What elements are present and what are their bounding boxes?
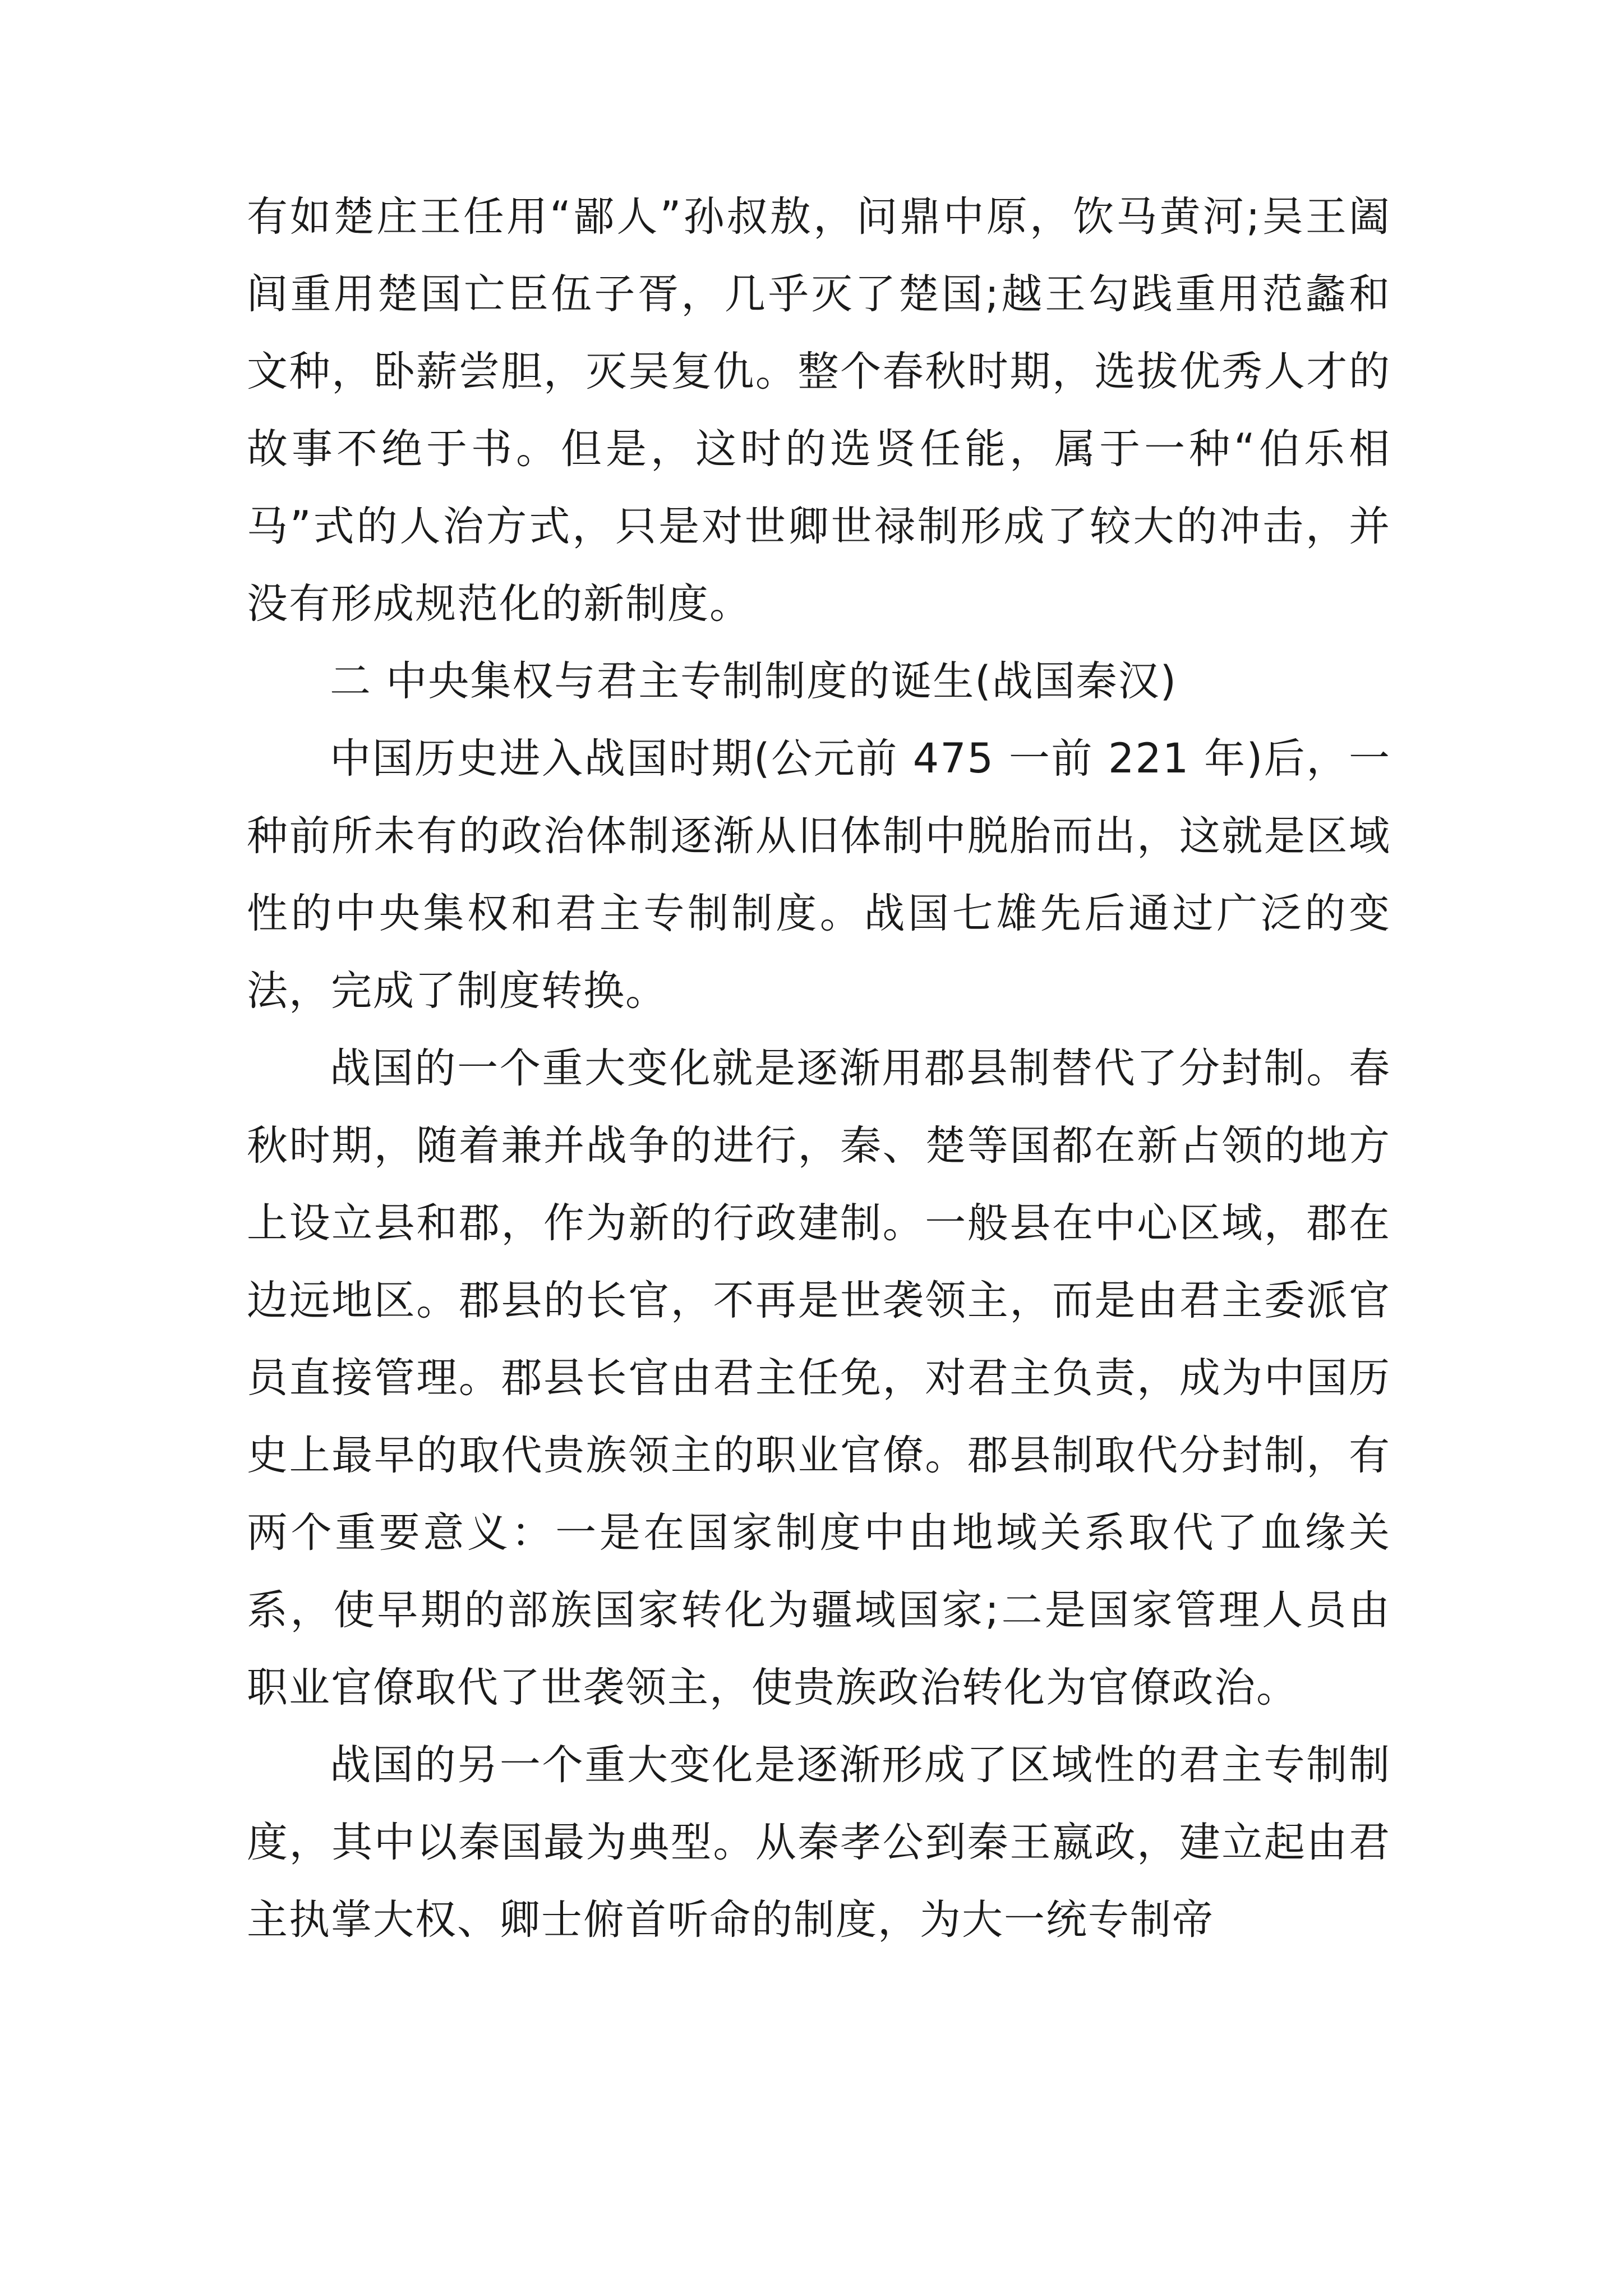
section-heading: 二 中央集权与君主专制制度的诞生(战国秦汉) [330, 657, 1178, 705]
paragraph-spring-autumn-talent: 有如楚庄王任用“鄙人”孙叔敖，问鼎中原，饮马黄河;吴王阖闾重用楚国亡臣伍子胥，几乎灭了楚国;越王勾践重用范蠡和文种，卧薪尝胆，灭吴复仇。整个春秋时期，选拔优秀人才的故事不绝于书。但是，这时的选贤任能，属于一种“伯乐相马”式的人治方式，只是对世卿世禄制形成了较大的冲击，并没有形成规范化的新制度。 [247, 193, 1391, 628]
paragraph-warring-states-intro: 中国历史进入战国时期(公元前 475 一前 221 年)后，一种前所未有的政治体制逐渐从旧体制中脱胎而出，这就是区域性的中央集权和君主专制制度。战国七雄先后通过广泛的变法，完成了制度转换。 [247, 735, 1391, 1015]
paragraph-monarchical-autocracy: 战国的另一个重大变化是逐渐形成了区域性的君主专制制度，其中以秦国最为典型。从秦孝公到秦王嬴政，建立起由君主执掌大权、卿士俯首听命的制度，为大一统专制帝 [247, 1741, 1391, 1944]
body-text [247, 178, 1391, 1959]
paragraph-commandery-county-system: 战国的一个重大变化就是逐渐用郡县制替代了分封制。春秋时期，随着兼并战争的进行，秦、楚等国都在新占领的地方上设立县和郡，作为新的行政建制。一般县在中心区域，郡在边远地区。郡县的长官，不再是世袭领主，而是由君主委派官员直接管理。郡县长官由君主任免，对君主负责，成为中国历史上最早的取代贵族领主的职业官僚。郡县制取代分封制，有两个重要意义：一是在国家制度中由地域关系取代了血缘关系，使早期的部族国家转化为疆域国家;二是国家管理人员由职业官僚取代了世袭领主，使贵族政治转化为官僚政治。 [247, 1045, 1391, 1711]
